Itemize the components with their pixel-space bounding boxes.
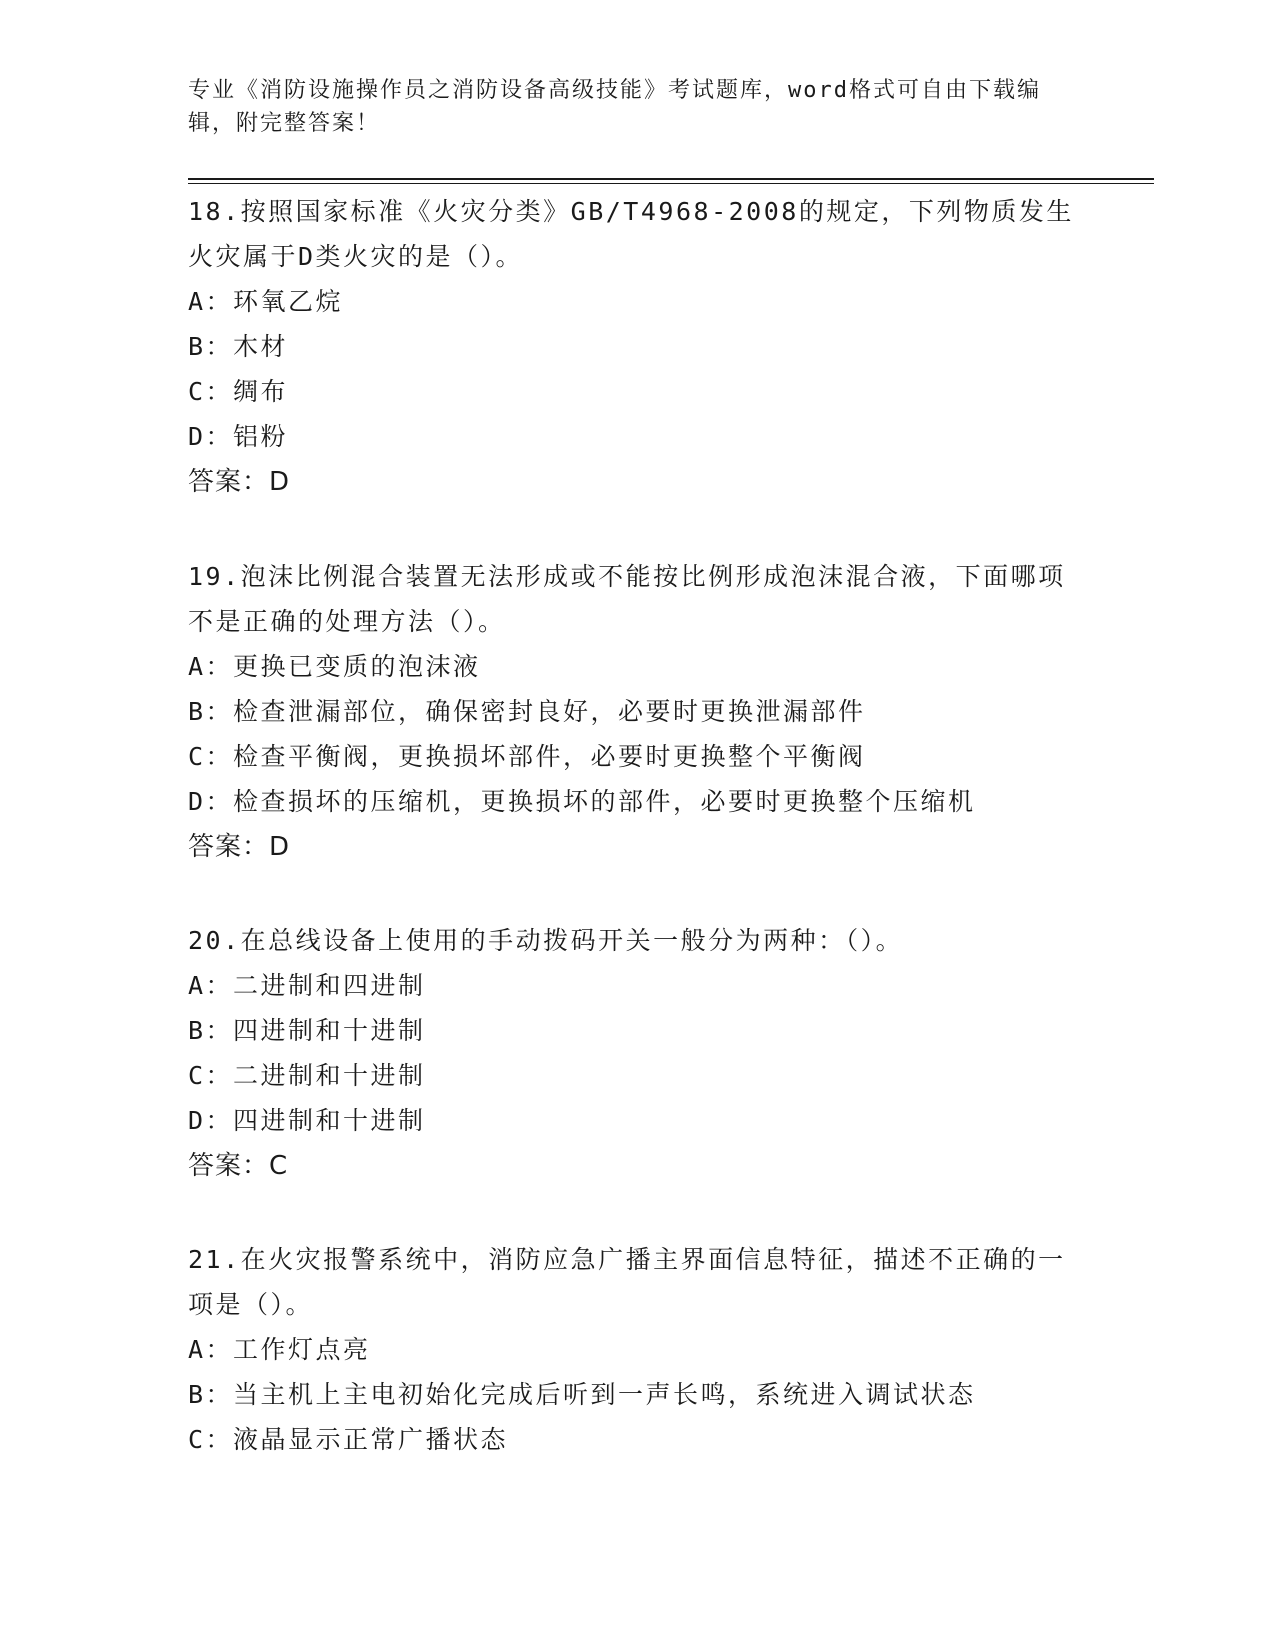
option-c: C：液晶显示正常广播状态 xyxy=(188,1425,509,1454)
question-stem: 20.在总线设备上使用的手动拨码开关一般分为两种：（）。 xyxy=(188,926,904,955)
document-header: 专业《消防设施操作员之消防设备高级技能》考试题库，word格式可自由下载编辑，附完整答案！ xyxy=(188,78,1041,136)
option-d: D：检查损坏的压缩机，更换损坏的部件，必要时更换整个压缩机 xyxy=(188,787,976,816)
option-c: C：绸布 xyxy=(188,377,289,406)
option-c: C：检查平衡阀，更换损坏部件，必要时更换整个平衡阀 xyxy=(188,742,866,771)
answer: 答案：C xyxy=(188,1151,289,1181)
question-19 xyxy=(188,554,1088,870)
answer: 答案：D xyxy=(188,832,291,862)
option-d: D：四进制和十进制 xyxy=(188,1106,426,1135)
question-21 xyxy=(188,1237,1088,1462)
option-b: B：木材 xyxy=(188,332,289,361)
header-divider xyxy=(188,178,1154,180)
option-b: B：检查泄漏部位，确保密封良好，必要时更换泄漏部件 xyxy=(188,697,866,726)
question-stem: 21.在火灾报警系统中，消防应急广播主界面信息特征，描述不正确的一项是（）。 xyxy=(188,1245,1066,1319)
question-20 xyxy=(188,918,1088,1189)
question-stem: 19.泡沫比例混合装置无法形成或不能按比例形成泡沫混合液，下面哪项不是正确的处理方法（）。 xyxy=(188,562,1066,636)
option-a: A：二进制和四进制 xyxy=(188,971,426,1000)
option-a: A：更换已变质的泡沫液 xyxy=(188,652,481,681)
question-stem: 18.按照国家标准《火灾分类》GB/T4968-2008的规定，下列物质发生火灾属于D类火灾的是（）。 xyxy=(188,197,1074,271)
option-c: C：二进制和十进制 xyxy=(188,1061,426,1090)
option-a: A：环氧乙烷 xyxy=(188,287,344,316)
header-divider-thin xyxy=(188,183,1154,184)
option-b: B：当主机上主电初始化完成后听到一声长鸣，系统进入调试状态 xyxy=(188,1380,976,1409)
answer: 答案：D xyxy=(188,467,291,497)
question-18 xyxy=(188,189,1088,505)
option-d: D：铝粉 xyxy=(188,422,289,451)
option-a: A：工作灯点亮 xyxy=(188,1335,371,1364)
option-b: B：四进制和十进制 xyxy=(188,1016,426,1045)
